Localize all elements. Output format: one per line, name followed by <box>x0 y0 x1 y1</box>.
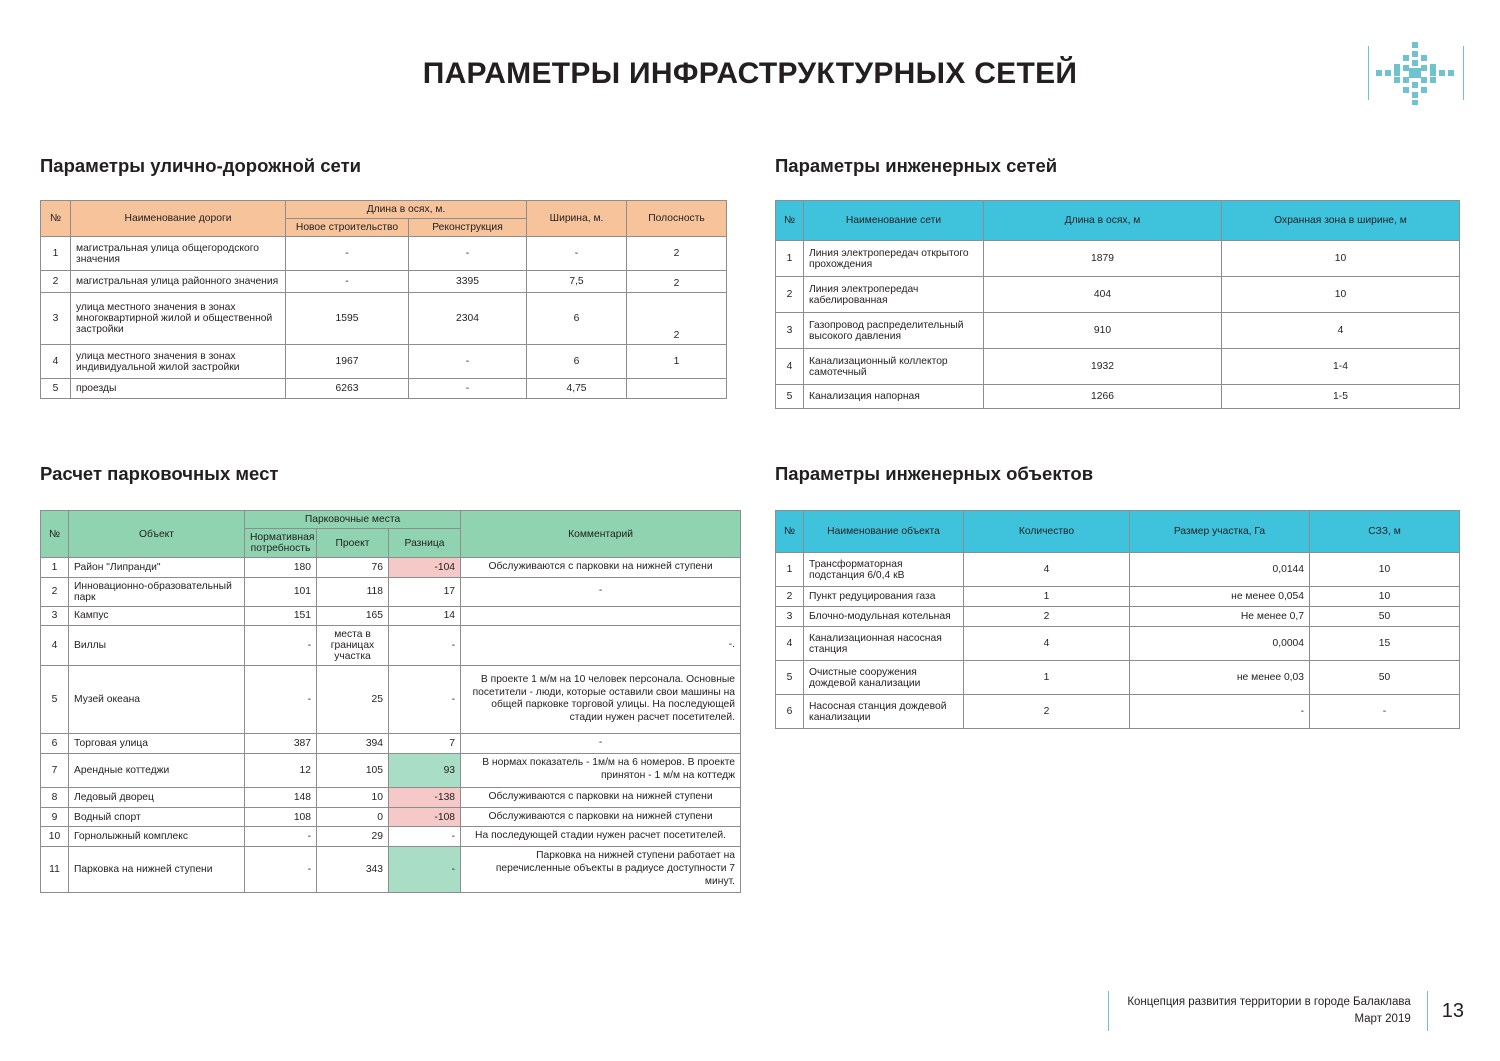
section-title-parking: Расчет парковочных мест <box>40 463 279 484</box>
cell-recon: - <box>409 345 527 379</box>
table-row <box>776 313 1460 349</box>
cell-diff: 7 <box>389 733 461 753</box>
cell-recon: - <box>409 379 527 399</box>
cell-num: 4 <box>776 627 804 661</box>
cell-num: 1 <box>776 241 804 277</box>
cell-num: 3 <box>776 313 804 349</box>
col-park-places-group: Парковочные места <box>245 511 461 529</box>
cell-name: Линия электропередач кабелированная <box>804 277 984 313</box>
col-park-project: Проект <box>317 529 389 558</box>
table-row <box>776 385 1460 409</box>
cell-comment: - <box>461 577 741 606</box>
col-park-num: № <box>41 511 69 558</box>
table-row <box>776 587 1460 607</box>
cell-new: - <box>286 271 409 293</box>
table-row <box>41 625 741 665</box>
section-title-engineering-objects: Параметры инженерных объектов <box>775 463 1094 484</box>
cell-project: места в границах участка <box>317 625 389 665</box>
cell-lanes: 1 <box>627 345 727 379</box>
cell-object: Кампус <box>69 606 245 625</box>
cell-num: 6 <box>41 733 69 753</box>
cell-object: Район "Липранди" <box>69 558 245 578</box>
cell-qty: 4 <box>964 553 1130 587</box>
col-park-norm: Нормативная потребность <box>245 529 317 558</box>
cell-num: 1 <box>41 558 69 578</box>
table-row <box>41 665 741 733</box>
cell-norm: 108 <box>245 807 317 827</box>
col-roads-name: Наименование дороги <box>71 201 286 237</box>
cell-diff: 17 <box>389 577 461 606</box>
cell-diff: - <box>389 625 461 665</box>
cell-name: Линия электропередач открытого прохождения <box>804 241 984 277</box>
cell-diff: - <box>389 847 461 893</box>
cell-length: 910 <box>984 313 1222 349</box>
cell-szz: 15 <box>1310 627 1460 661</box>
cell-width: 6 <box>527 293 627 345</box>
cell-comment: Обслуживаются с парковки на нижней ступени <box>461 558 741 578</box>
cell-norm: 387 <box>245 733 317 753</box>
table-row <box>776 553 1460 587</box>
cell-project: 343 <box>317 847 389 893</box>
table-row <box>776 277 1460 313</box>
cell-szz: 50 <box>1310 661 1460 695</box>
table-row <box>41 847 741 893</box>
col-park-diff: Разница <box>389 529 461 558</box>
cell-project: 165 <box>317 606 389 625</box>
col-park-object: Объект <box>69 511 245 558</box>
cell-comment <box>461 606 741 625</box>
cell-name: улица местного значения в зонах многоквартирной жилой и общественной застройки <box>71 293 286 345</box>
table-engineering-networks <box>775 200 1460 409</box>
cell-norm: 180 <box>245 558 317 578</box>
cell-diff: - <box>389 665 461 733</box>
cell-num: 4 <box>41 345 71 379</box>
footer-line-1: Концепция развития территории в городе Балаклава <box>1127 995 1411 1008</box>
cell-diff: 93 <box>389 753 461 787</box>
cell-plot: - <box>1130 695 1310 729</box>
cell-num: 1 <box>776 553 804 587</box>
cell-width: 4,75 <box>527 379 627 399</box>
cell-szz: 50 <box>1310 607 1460 627</box>
table-row <box>41 345 727 379</box>
cell-object: Водный спорт <box>69 807 245 827</box>
col-roads-length-new: Новое строительство <box>286 219 409 237</box>
cell-norm: - <box>245 665 317 733</box>
col-roads-length-group: Длина в осях, м. <box>286 201 527 219</box>
cell-num: 5 <box>41 379 71 399</box>
cell-lanes: 2 <box>627 237 727 271</box>
cell-num: 3 <box>41 606 69 625</box>
cell-num: 3 <box>776 607 804 627</box>
col-roads-lanes: Полосность <box>627 201 727 237</box>
table-row <box>41 733 741 753</box>
section-title-engineering-networks: Параметры инженерных сетей <box>775 155 1058 176</box>
cell-num: 5 <box>41 665 69 733</box>
cell-length: 1879 <box>984 241 1222 277</box>
cell-diff: 14 <box>389 606 461 625</box>
cell-lanes: 2 <box>627 271 727 293</box>
cell-zone: 10 <box>1222 241 1460 277</box>
table-row <box>776 627 1460 661</box>
cell-comment: Парковка на нижней ступени работает на перечисленные объекты в радиусе доступности 7 минут. <box>461 847 741 893</box>
cell-num: 2 <box>41 577 69 606</box>
col-roads-num: № <box>41 201 71 237</box>
cell-name: Трансформаторная подстанция 6/0,4 кВ <box>804 553 964 587</box>
col-park-comment: Комментарий <box>461 511 741 558</box>
table-row <box>776 661 1460 695</box>
col-objs-num: № <box>776 511 804 553</box>
cell-name: магистральная улица районного значения <box>71 271 286 293</box>
cell-object: Ледовый дворец <box>69 787 245 807</box>
cell-norm: - <box>245 827 317 847</box>
cell-zone: 1-5 <box>1222 385 1460 409</box>
col-objs-plot: Размер участка, Га <box>1130 511 1310 553</box>
cell-new: 1967 <box>286 345 409 379</box>
cell-comment: Обслуживаются с парковки на нижней ступени <box>461 787 741 807</box>
cell-num: 4 <box>41 625 69 665</box>
cell-project: 394 <box>317 733 389 753</box>
cell-project: 29 <box>317 827 389 847</box>
table-row <box>41 753 741 787</box>
cell-object: Горнолыжный комплекс <box>69 827 245 847</box>
cell-name: Насосная станция дождевой канализации <box>804 695 964 729</box>
cell-num: 4 <box>776 349 804 385</box>
cell-szz: - <box>1310 695 1460 729</box>
cell-norm: 101 <box>245 577 317 606</box>
cell-num: 2 <box>776 277 804 313</box>
cell-num: 8 <box>41 787 69 807</box>
cell-name: Пункт редуцирования газа <box>804 587 964 607</box>
table-row <box>776 241 1460 277</box>
page-title: ПАРАМЕТРЫ ИНФРАСТРУКТУРНЫХ СЕТЕЙ <box>422 57 1078 90</box>
cell-name: улица местного значения в зонах индивидуальной жилой застройки <box>71 345 286 379</box>
cell-recon: 2304 <box>409 293 527 345</box>
table-row <box>41 558 741 578</box>
cell-length: 404 <box>984 277 1222 313</box>
cell-num: 2 <box>776 587 804 607</box>
cell-project: 10 <box>317 787 389 807</box>
table-parking <box>40 510 741 893</box>
cell-qty: 1 <box>964 661 1130 695</box>
cell-norm: - <box>245 625 317 665</box>
cell-plot: Не менее 0,7 <box>1130 607 1310 627</box>
cell-diff: - <box>389 827 461 847</box>
cell-object: Торговая улица <box>69 733 245 753</box>
footer-divider-right <box>1427 991 1428 1031</box>
cell-comment: В проекте 1 м/м на 10 человек персонала. Основные посетители - люди, которые оставили свои машины на общей парковке торговой улицы. На последующей стадии нужен расчет посетителей. <box>461 665 741 733</box>
cell-plot: 0,0004 <box>1130 627 1310 661</box>
cell-norm: - <box>245 847 317 893</box>
cell-length: 1932 <box>984 349 1222 385</box>
cell-length: 1266 <box>984 385 1222 409</box>
table-row <box>776 607 1460 627</box>
table-row <box>41 807 741 827</box>
cell-name: магистральная улица общегородского значения <box>71 237 286 271</box>
cell-num: 5 <box>776 661 804 695</box>
cell-name: Блочно-модульная котельная <box>804 607 964 627</box>
cell-name: проезды <box>71 379 286 399</box>
footer-line-2: Март 2019 <box>1354 1013 1411 1025</box>
col-nets-zone: Охранная зона в ширине, м <box>1222 201 1460 241</box>
col-roads-length-recon: Реконструкция <box>409 219 527 237</box>
section-title-roads: Параметры улично-дорожной сети <box>40 155 362 176</box>
cell-num: 2 <box>41 271 71 293</box>
cell-object: Музей океана <box>69 665 245 733</box>
cell-diff: -108 <box>389 807 461 827</box>
cell-lanes: 2 <box>627 293 727 345</box>
cell-width: 7,5 <box>527 271 627 293</box>
table-row <box>776 695 1460 729</box>
cell-comment: -. <box>461 625 741 665</box>
cell-recon: - <box>409 237 527 271</box>
table-engineering-objects <box>775 510 1460 729</box>
footer <box>1108 989 1464 1033</box>
cell-name: Канализационный коллектор самотечный <box>804 349 984 385</box>
col-objs-qty: Количество <box>964 511 1130 553</box>
cell-qty: 4 <box>964 627 1130 661</box>
table-row <box>41 237 727 271</box>
cell-object: Парковка на нижней ступени <box>69 847 245 893</box>
cell-num: 9 <box>41 807 69 827</box>
col-nets-num: № <box>776 201 804 241</box>
cell-lanes <box>627 379 727 399</box>
table-row <box>41 379 727 399</box>
cell-norm: 148 <box>245 787 317 807</box>
cell-num: 11 <box>41 847 69 893</box>
cell-zone: 10 <box>1222 277 1460 313</box>
cell-name: Газопровод распределительный высокого давления <box>804 313 984 349</box>
cell-num: 10 <box>41 827 69 847</box>
cell-new: 6263 <box>286 379 409 399</box>
cell-comment: Обслуживаются с парковки на нижней ступени <box>461 807 741 827</box>
cell-num: 5 <box>776 385 804 409</box>
cell-project: 105 <box>317 753 389 787</box>
cell-project: 25 <box>317 665 389 733</box>
cell-szz: 10 <box>1310 553 1460 587</box>
cell-recon: 3395 <box>409 271 527 293</box>
col-nets-name: Наименование сети <box>804 201 984 241</box>
cell-object: Виллы <box>69 625 245 665</box>
cell-diff: -138 <box>389 787 461 807</box>
cell-comment: На последующей стадии нужен расчет посетителей. <box>461 827 741 847</box>
table-row <box>776 349 1460 385</box>
cell-width: 6 <box>527 345 627 379</box>
cell-zone: 4 <box>1222 313 1460 349</box>
cell-norm: 151 <box>245 606 317 625</box>
col-nets-length: Длина в осях, м <box>984 201 1222 241</box>
cell-project: 118 <box>317 577 389 606</box>
cell-project: 0 <box>317 807 389 827</box>
cell-plot: 0,0144 <box>1130 553 1310 587</box>
cell-comment: - <box>461 733 741 753</box>
cell-comment: В нормах показатель - 1м/м на 6 номеров. В проекте принятон - 1 м/м на коттедж <box>461 753 741 787</box>
cell-object: Арендные коттеджи <box>69 753 245 787</box>
cell-object: Инновационно-образовательный парк <box>69 577 245 606</box>
cell-project: 76 <box>317 558 389 578</box>
cell-name: Очистные сооружения дождевой канализации <box>804 661 964 695</box>
cell-name: Канализационная насосная станция <box>804 627 964 661</box>
table-row <box>41 827 741 847</box>
cell-zone: 1-4 <box>1222 349 1460 385</box>
page-number: 13 <box>1441 999 1464 1022</box>
cell-qty: 2 <box>964 695 1130 729</box>
footer-divider-left <box>1108 991 1109 1031</box>
cell-norm: 12 <box>245 753 317 787</box>
cell-name: Канализация напорная <box>804 385 984 409</box>
cell-szz: 10 <box>1310 587 1460 607</box>
cell-num: 7 <box>41 753 69 787</box>
col-objs-szz: СЗЗ, м <box>1310 511 1460 553</box>
cell-qty: 2 <box>964 607 1130 627</box>
col-roads-width: Ширина, м. <box>527 201 627 237</box>
col-objs-name: Наименование объекта <box>804 511 964 553</box>
table-row <box>41 293 727 345</box>
cell-num: 1 <box>41 237 71 271</box>
compass-pixel-logo <box>1368 42 1464 104</box>
cell-num: 6 <box>776 695 804 729</box>
cell-new: 1595 <box>286 293 409 345</box>
table-row <box>41 271 727 293</box>
table-row <box>41 787 741 807</box>
table-roads <box>40 200 727 399</box>
cell-width: - <box>527 237 627 271</box>
footer-text <box>1127 994 1410 1029</box>
cell-plot: не менее 0,03 <box>1130 661 1310 695</box>
cell-num: 3 <box>41 293 71 345</box>
cell-new: - <box>286 237 409 271</box>
cell-qty: 1 <box>964 587 1130 607</box>
table-row <box>41 577 741 606</box>
cell-plot: не менее 0,054 <box>1130 587 1310 607</box>
cell-diff: -104 <box>389 558 461 578</box>
table-row <box>41 606 741 625</box>
